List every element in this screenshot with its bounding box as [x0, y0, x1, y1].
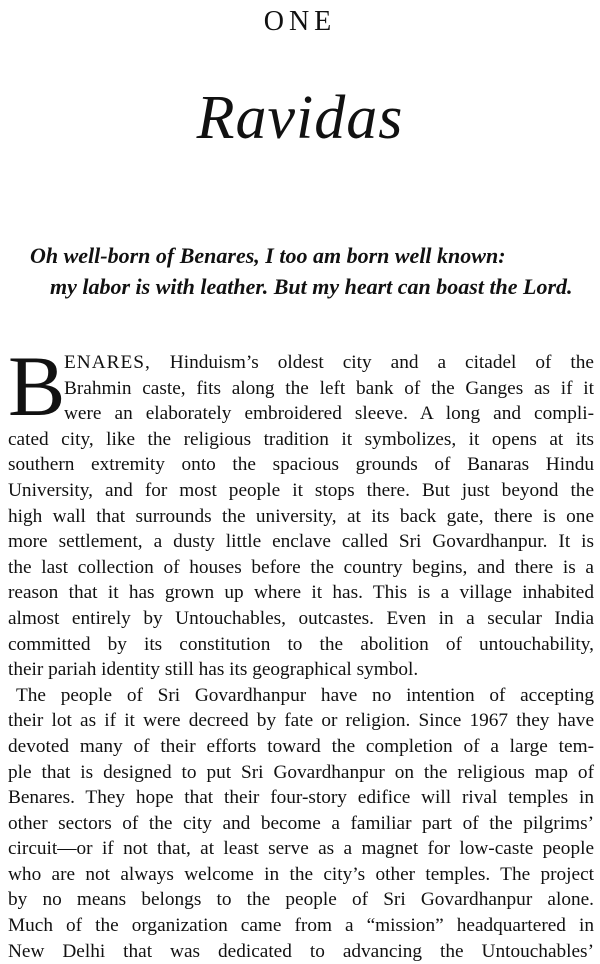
paragraph-line: their pariah identity still has its geographical symbol. [8, 659, 419, 681]
paragraph-line: the last collection of houses before the country begins, and there is a [8, 556, 594, 578]
paragraph-line: almost entirely by Untouchables, outcastes. Even in a secular India [8, 607, 594, 629]
paragraph-line: University, and for most people it stops there. But just beyond the [8, 479, 594, 501]
paragraph-line: The people of Sri Govardhanpur have no intention of accepting [16, 684, 594, 706]
chapter-number: ONE [263, 6, 337, 37]
body-text [8, 338, 594, 964]
paragraph-line: ple that is designed to put Sri Govardhanpur on the religious map of [8, 761, 594, 783]
paragraph-line: reason that it has grown up where it has. This is a village inhabited [8, 582, 594, 604]
epigraph-line: my labor is with leather. But my heart can boast the Lord. [50, 274, 573, 299]
paragraph-line: who are not always welcome in the city’s other temples. The project [8, 863, 594, 885]
paragraph-line [8, 350, 594, 376]
paragraph-line: Much of the organization came from a “mission” headquartered in [8, 915, 594, 937]
paragraph-line: committed by its constitution to the abolition of untouchability, [8, 633, 594, 655]
paragraph-line: cated city, like the religious tradition it symbolizes, it opens at its [8, 428, 594, 450]
epigraph-line: Oh well-born of Benares, I too am born well known: [30, 243, 506, 268]
paragraph-line: by no means belongs to the people of Sri Govardhanpur alone. [8, 889, 594, 911]
paragraph-line: New Delhi that was dedicated to advancing the Untouchables’ [8, 940, 594, 962]
paragraph-line: southern extremity onto the spacious grounds of Banaras Hindu [8, 454, 594, 476]
first-word: ENARES, [64, 352, 151, 373]
paragraph-line: Brahmin caste, fits along the left bank of the Ganges as if it [64, 377, 594, 399]
line-text: Hinduism’s oldest city and a citadel of the [150, 352, 594, 373]
paragraph-line: circuit—or if not that, at least serve as a magnet for low-caste people [8, 838, 594, 860]
paragraph-line: Benares. They hope that their four-story edifice will rival temples in [8, 787, 594, 809]
chapter-title: Ravidas [196, 84, 404, 152]
paragraph-line: more settlement, a dusty little enclave called Sri Govardhanpur. It is [8, 531, 594, 553]
drop-cap: B [8, 338, 66, 434]
paragraph-line: high wall that surrounds the university, at its back gate, there is one [8, 505, 594, 527]
paragraph-line: devoted many of their efforts toward the completion of a large tem- [8, 735, 594, 757]
paragraph-line: were an elaborately embroidered sleeve. A long and compli- [64, 403, 594, 425]
paragraph-line: other sectors of the city and become a familiar part of the pilgrims’ [8, 812, 594, 834]
paragraph-line: their lot as if it were decreed by fate or religion. Since 1967 they have [8, 710, 594, 732]
epigraph [30, 240, 590, 302]
